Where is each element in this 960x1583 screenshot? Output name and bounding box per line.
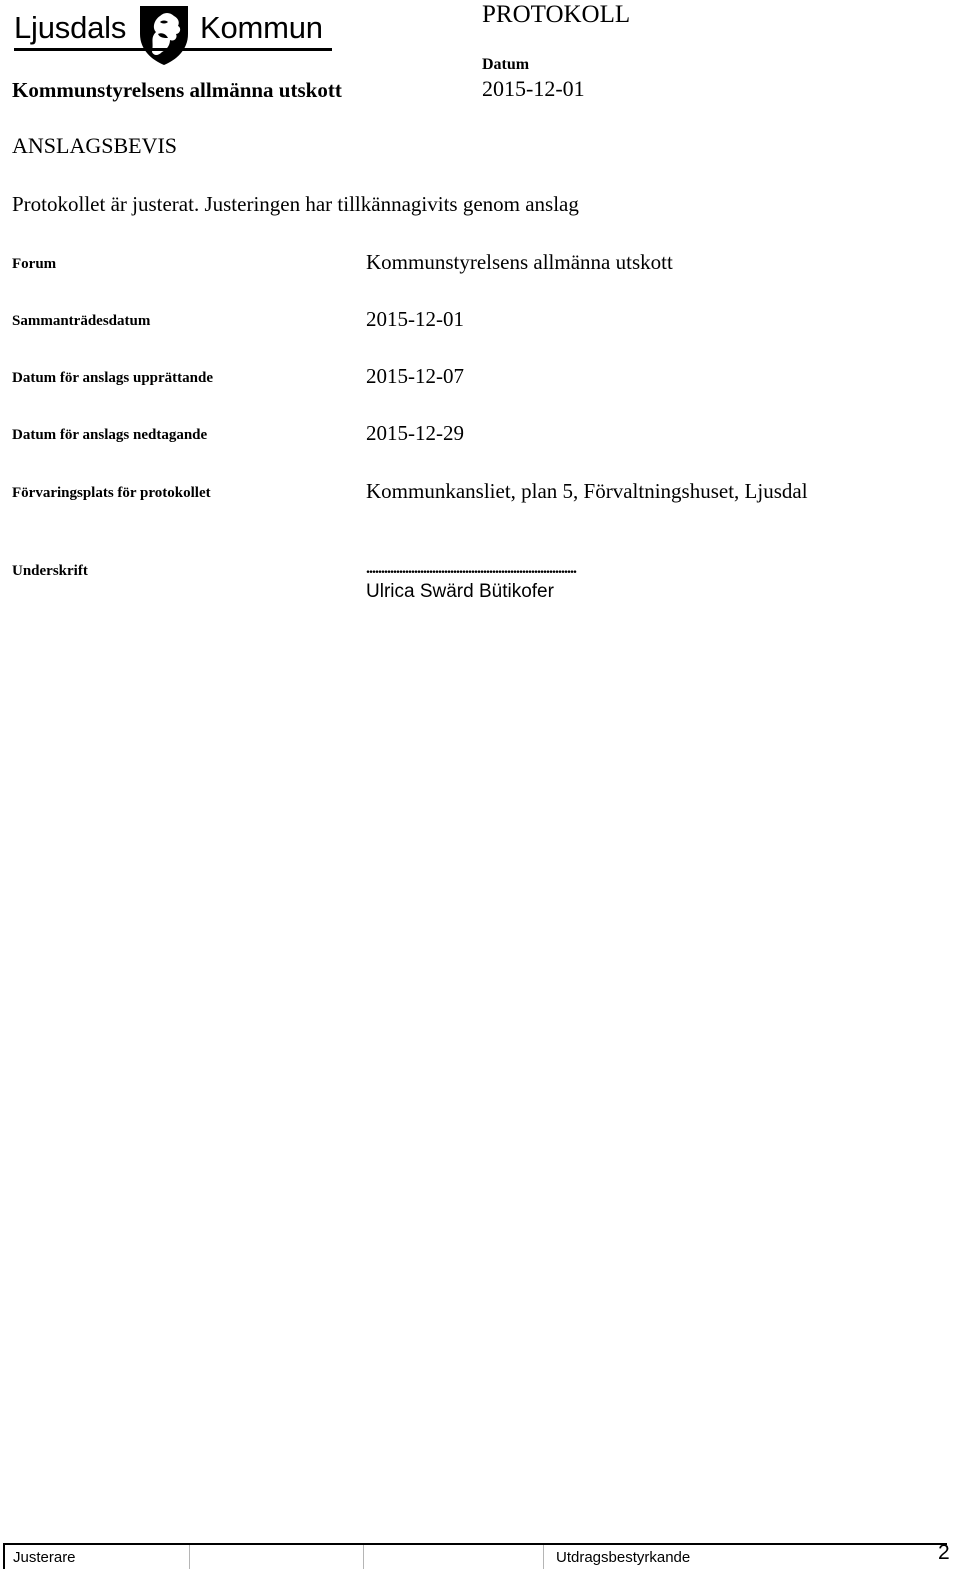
footer-cell-signature-2 (363, 1545, 544, 1569)
document-type: PROTOKOLL (482, 1, 631, 28)
header-date-value: 2015-12-01 (482, 76, 585, 101)
logo-word-left: Ljusdals (14, 10, 127, 45)
page-heading: ANSLAGSBEVIS (12, 133, 178, 158)
footer-cell-utdrag (543, 1545, 948, 1569)
footer-justerare-label: Justerare (13, 1549, 76, 1566)
field-value-meeting-date: 2015-12-01 (366, 307, 464, 331)
header-date-label: Datum (482, 56, 530, 73)
field-value-storage-location: Kommunkansliet, plan 5, Förvaltningshuset, Ljusdal (366, 479, 808, 503)
field-value-forum: Kommunstyrelsens allmänna utskott (366, 250, 673, 274)
page-number: 2 (938, 1541, 950, 1564)
logo-underline (14, 48, 332, 51)
signature-label: Underskrift (12, 563, 88, 579)
field-label-removal-date: Datum för anslags nedtagande (12, 427, 208, 443)
field-value-posting-date: 2015-12-07 (366, 364, 464, 388)
municipality-logo (14, 4, 332, 66)
intro-text: Protokollet är justerat. Justeringen har tillkännagivits genom anslag (12, 192, 579, 216)
field-value-removal-date: 2015-12-29 (366, 421, 464, 445)
signature-line: ...................................................................... (366, 560, 576, 577)
committee-title: Kommunstyrelsens allmänna utskott (12, 78, 342, 102)
footer-cell-justerare (3, 1545, 189, 1569)
lion-shield-icon (136, 4, 192, 66)
footer-utdrag-label: Utdragsbestyrkande (556, 1549, 691, 1566)
footer-cell-signature-1 (189, 1545, 364, 1569)
logo-word-right: Kommun (200, 10, 323, 45)
field-label-storage-location: Förvaringsplats för protokollet (12, 485, 211, 501)
field-label-meeting-date: Sammanträdesdatum (12, 313, 151, 329)
field-label-forum: Forum (12, 256, 57, 272)
footer-bar (3, 1543, 947, 1569)
signer-name: Ulrica Swärd Bütikofer (366, 581, 554, 602)
field-label-posting-date: Datum för anslags upprättande (12, 370, 213, 386)
